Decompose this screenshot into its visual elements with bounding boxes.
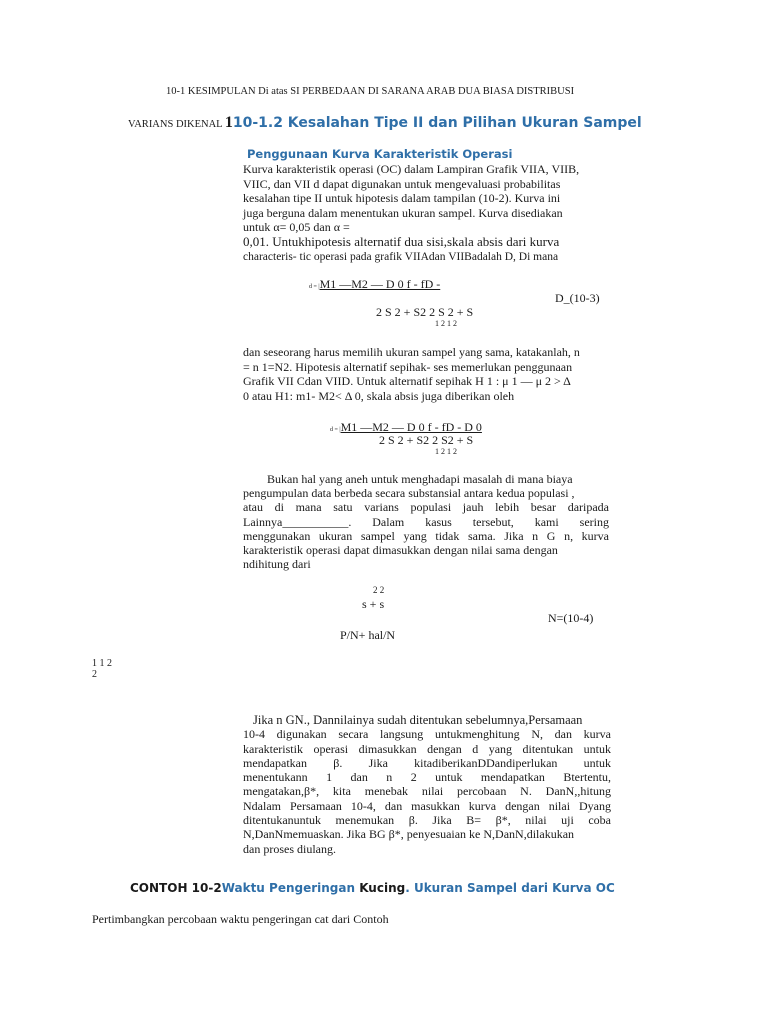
text-line: 10-4 digunakan secara langsung untukmenghitung N, dan kurva bbox=[243, 727, 611, 742]
text-line: juga berguna dalam menentukan ukuran sampel. Kurva disediakan bbox=[243, 205, 563, 220]
example-body-first-line: Pertimbangkan percobaan waktu pengeringan cat dari Contoh bbox=[92, 912, 389, 926]
example-title-part: . Ukuran Sampel dari Kurva OC bbox=[405, 881, 615, 895]
equation-10-3-denominator: 2 S 2 + S2 2 S 2 + S bbox=[376, 305, 474, 319]
text-line: = n 1=N2. Hipotesis alternatif sepihak- ses memerlukan penggunaan bbox=[243, 359, 573, 374]
varians-label: VARIANS DIKENAL bbox=[128, 119, 225, 130]
text-line: menggunakan ukuran sampel yang tidak sama. Jika n G n, kurva bbox=[243, 528, 609, 543]
equation-10-4-label: N=(10-4) bbox=[548, 611, 594, 625]
text-line: 0 atau H1: m1- M2< Δ 0, skala absis juga diberikan oleh bbox=[243, 388, 515, 403]
text-line: Grafik VII Cdan VIID. Untuk alternatif sepihak H 1 : μ 1 — μ 2 > Δ bbox=[243, 374, 571, 389]
text-line: 0,01. Untukhipotesis alternatif dua sisi,skala absis dari kurva bbox=[243, 233, 560, 249]
equation-10-4-numerator: s + s bbox=[362, 597, 385, 611]
text-line: kesalahan tipe II untuk hipotesis dalam tampilan (10-2). Kurva ini bbox=[243, 191, 561, 206]
text-line: karakteristik operasi dapat dimasukkan dengan nilai sama dengan bbox=[243, 543, 558, 558]
section-title: 10-1.2 Kesalahan Tipe II dan Pilihan Ukuran Sampel bbox=[232, 115, 642, 131]
equation-10-4-denominator: P/N+ hal/N bbox=[340, 628, 396, 642]
equation-10-4-superscripts: 2 2 bbox=[373, 585, 385, 595]
equation-10-3-subscripts: 1 2 1 2 bbox=[435, 319, 457, 328]
text-line: dan proses diulang. bbox=[243, 841, 336, 856]
stray-subscript-row: 1 1 2 bbox=[92, 658, 112, 669]
equation-10-3-numerator: d = |M1 —M2 — D 0 f - fD - bbox=[309, 277, 441, 291]
text-line: Ndalam Persamaan 10-4, dan masukkan kurva dengan nilai Dyang bbox=[243, 798, 611, 813]
example-label: CONTOH 10-2 bbox=[130, 881, 222, 895]
example-heading bbox=[130, 881, 615, 896]
equation-one-sided-subscripts: 1 2 1 2 bbox=[435, 447, 457, 456]
text-line: untuk α= 0,05 dan α = bbox=[243, 220, 350, 235]
text-line: menentukann 1 dan n 2 untuk mendapatkan Btertentu, bbox=[243, 770, 611, 785]
text-line: Kurva karakteristik operasi (OC) dalam Lampiran Grafik VIIA, VIIB, bbox=[243, 162, 580, 176]
text-line: atau di mana satu varians populasi jauh lebih besar daripada bbox=[243, 500, 609, 515]
stray-subscript-row: 2 bbox=[92, 669, 97, 680]
text-line: ndihitung dari bbox=[243, 557, 311, 572]
example-title-part: Kucing bbox=[359, 881, 406, 895]
paragraph-oc-intro bbox=[243, 162, 609, 264]
equation-10-3-label: D_(10-3) bbox=[555, 291, 600, 305]
text-line: karakteristik operasi dimasukkan dengan d yang ditentukan untuk bbox=[243, 741, 611, 756]
text-line: VIIC, dan VII d dapat digunakan untuk mengevaluasi probabilitas bbox=[243, 176, 561, 191]
chapter-running-head: 10-1 KESIMPULAN Di atas SI PERBEDAAN DI SARANA ARAB DUA BIASA DISTRIBUSI bbox=[166, 86, 575, 97]
text-line: pengumpulan data berbeda secara substansial antara kedua populasi , bbox=[243, 486, 575, 501]
text-line: N,DanNmemuaskan. Jika BG β*, penyesuaian ke N,DanN,dilakukan bbox=[243, 827, 575, 842]
paragraph-sample-size bbox=[243, 345, 609, 403]
text-line: Bukan hal yang aneh untuk menghadapi masalah di mana biaya bbox=[267, 472, 573, 486]
text-line: mengatakan,β*, kita menebak nilai percobaan N. DanN,,hitung bbox=[243, 784, 611, 799]
section-number-prefix: 1 bbox=[224, 114, 233, 131]
equation-one-sided-denominator: 2 S 2 + S2 2 S2 + S bbox=[379, 433, 474, 447]
text-line: ditentukanuntuk menemukan β. Jika B= β*, nilai uji coba bbox=[243, 813, 611, 828]
equation-one-sided-numerator: d = |M1 —M2 — D 0 f - fD - D 0 bbox=[330, 420, 482, 434]
text-line: Lainnya___________. Dalam kasus tersebut, kami sering bbox=[243, 514, 609, 529]
paragraph-unequal-sizes bbox=[243, 472, 609, 571]
paragraph-iterative-procedure bbox=[243, 713, 611, 856]
section-heading-row bbox=[128, 114, 642, 132]
text-line: characteris- tic operasi pada grafik VIIAdan VIIBadalah D, Di mana bbox=[243, 250, 559, 263]
text-line: Jika n GN., Dannilainya sudah ditentukan sebelumnya,Persamaan bbox=[253, 713, 583, 727]
text-line: mendapatkan β. Jika kitadiberikanDDandiperlukan untuk bbox=[243, 755, 611, 770]
text-line: dan seseorang harus memilih ukuran sampel yang sama, katakanlah, n bbox=[243, 345, 580, 359]
example-title-part: Waktu Pengeringan bbox=[221, 881, 360, 895]
subsection-title: Penggunaan Kurva Karakteristik Operasi bbox=[247, 147, 513, 161]
